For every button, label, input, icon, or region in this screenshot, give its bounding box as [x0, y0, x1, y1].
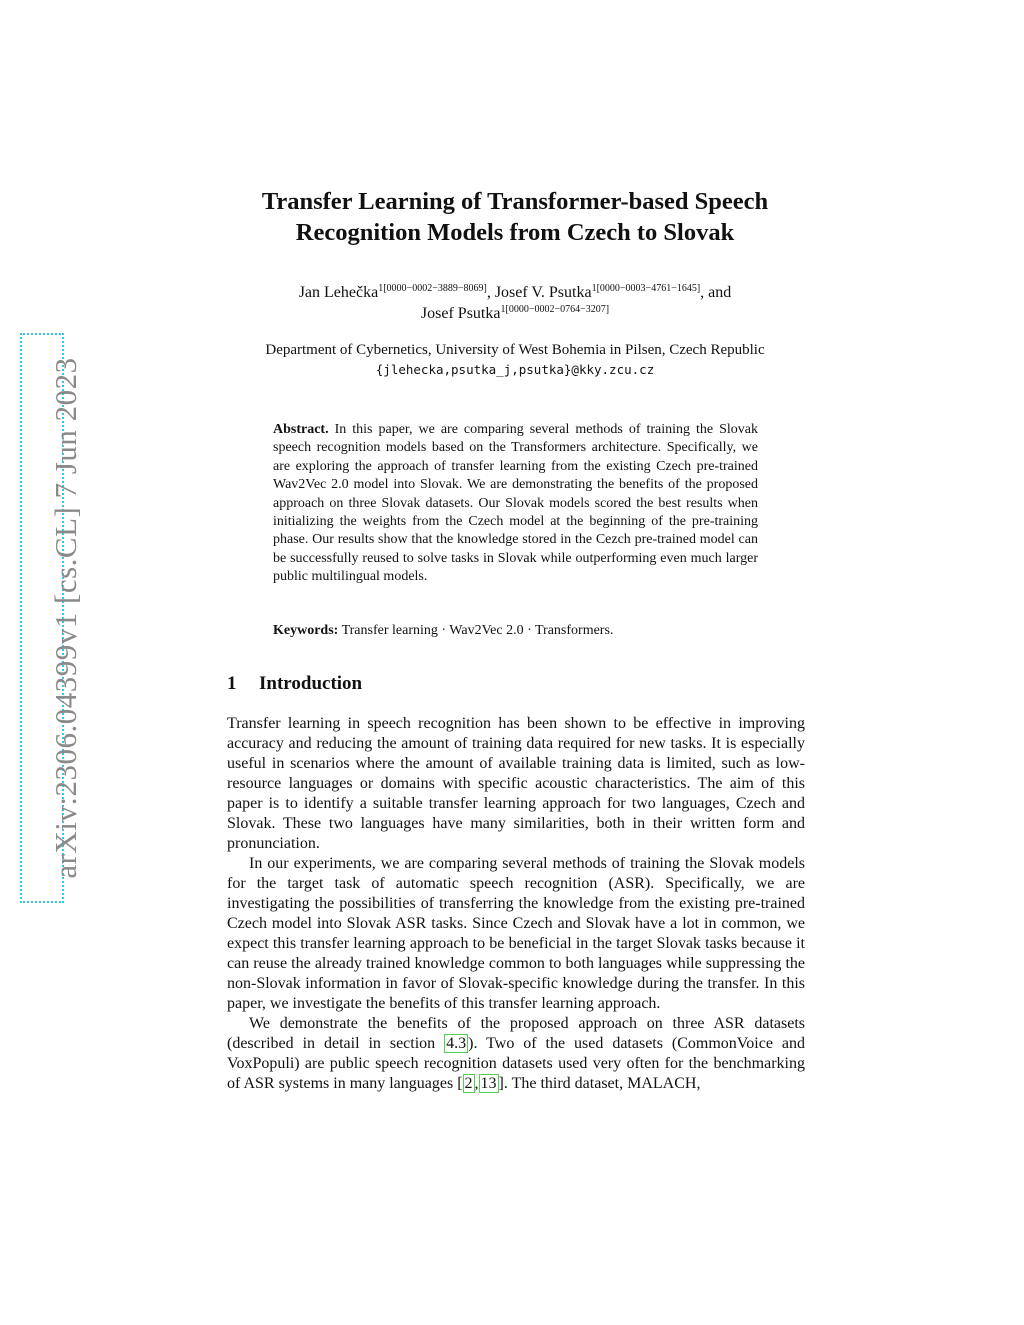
section-heading: [227, 672, 362, 696]
paragraph: In our experiments, we are comparing several methods of training the Slovak models for the target task of automatic speech recognition (ASR). Specifically, we are investigating the possibilities of transferring the knowledge from the existing pre-trained Czech model into Slovak ASR tasks. Since Czech and Slovak have a lot in common, we expect this transfer learning approach to be beneficial in the target Slovak tasks because it can reuse the already trained knowledge common to both languages while suppressing the non-Slovak information in favor of Slovak-specific knowledge during the transfer. In this paper, we investigate the benefits of this transfer learning approach.: [227, 855, 805, 1012]
author-line-2: [200, 303, 830, 324]
author-line-1: [200, 282, 830, 303]
department: Department of Cybernetics, University of West Bohemia in Pilsen, Czech Republic: [265, 342, 765, 358]
section-title: Introduction: [259, 673, 363, 694]
author-name: Jan Lehečka: [298, 284, 379, 301]
abstract: [273, 421, 758, 587]
arxiv-identifier: arXiv:2306.04399v1 [cs.CL] 7 Jun 2023: [48, 357, 83, 879]
author-separator: , and: [700, 284, 732, 301]
paragraph-text: . The third dataset, MALACH,: [503, 1075, 701, 1092]
paragraph: Transfer learning in speech recognition has been shown to be effective in improving accuracy and reducing the amount of training data required for new tasks. It is especially useful in scenarios where the amount of available training data is limited, such as low-resource languages or domains with specific acoustic characteristics. The aim of this paper is to identify a suitable transfer learning approach for two languages, Czech and Slovak. These two languages have many similarities, both in their written form and pronunciation.: [227, 715, 805, 852]
keywords: [273, 622, 758, 640]
paragraph-text: ). Two of the used datasets (CommonVoice and VoxPopuli) are public speech recognition datasets used very often for the benchmarking of ASR systems in many languages: [227, 1035, 805, 1092]
section-reference-link[interactable]: 4.3: [446, 1035, 467, 1052]
abstract-label: Abstract.: [273, 422, 329, 437]
citation-link[interactable]: 13: [480, 1075, 497, 1092]
body-text: [227, 714, 805, 1094]
author-separator: ,: [486, 284, 495, 301]
author-list: [200, 282, 830, 324]
abstract-text: In this paper, we are comparing several methods of training the Slovak speech recognition models based on the Transformers architecture. Specifically, we are exploring the approach of transfer learning from the existing Czech pre-trained Wav2Vec 2.0 model into Slovak. We are demonstrating the benefits of the proposed approach on three Slovak datasets. Our Slovak models scored the best results when initializing the weights from the Czech model at the beginning of the pre-training phase. Our results show that the knowledge stored in the Cezch pre-trained model can be successfully reused to solve tasks in Slovak while outperforming even much larger public multilingual models.: [273, 422, 758, 585]
affiliation: [200, 340, 830, 380]
title-line-2: Recognition Models from Czech to Slovak: [295, 219, 735, 246]
keywords-text: Transfer learning · Wav2Vec 2.0 · Transformers.: [341, 623, 614, 638]
paragraph-text: We demonstrate the benefits of the proposed approach on three ASR datasets (described in detail in section: [227, 1015, 805, 1052]
citation-link[interactable]: 2: [464, 1075, 473, 1092]
keywords-label: Keywords:: [273, 623, 339, 638]
author-name: Josef Psutka: [420, 305, 501, 322]
author-name: Josef V. Psutka: [494, 284, 592, 301]
paper-title: [200, 186, 830, 248]
paragraph: We demonstrate the benefits of the proposed approach on three ASR datasets (described in detail in section 4.3 ). Two of the used datasets (CommonVoice and VoxPopuli) are public speech recognition datasets used very often for the benchmarking of ASR systems in many languages [ 2 , 13 ]. The third dataset, MALACH,: [227, 1015, 805, 1092]
title-line-1: Transfer Learning of Transformer-based Speech: [261, 188, 769, 215]
author-emails: {jlehecka,psutka_j,psutka}@kky.zcu.cz: [375, 362, 655, 377]
author-orcid: 1[0000−0002−0764−3207]: [500, 304, 610, 315]
section-number: 1: [227, 673, 237, 694]
author-orcid: 1[0000−0003−4761−1645]: [591, 283, 701, 294]
author-orcid: 1[0000−0002−3889−8069]: [378, 283, 487, 294]
